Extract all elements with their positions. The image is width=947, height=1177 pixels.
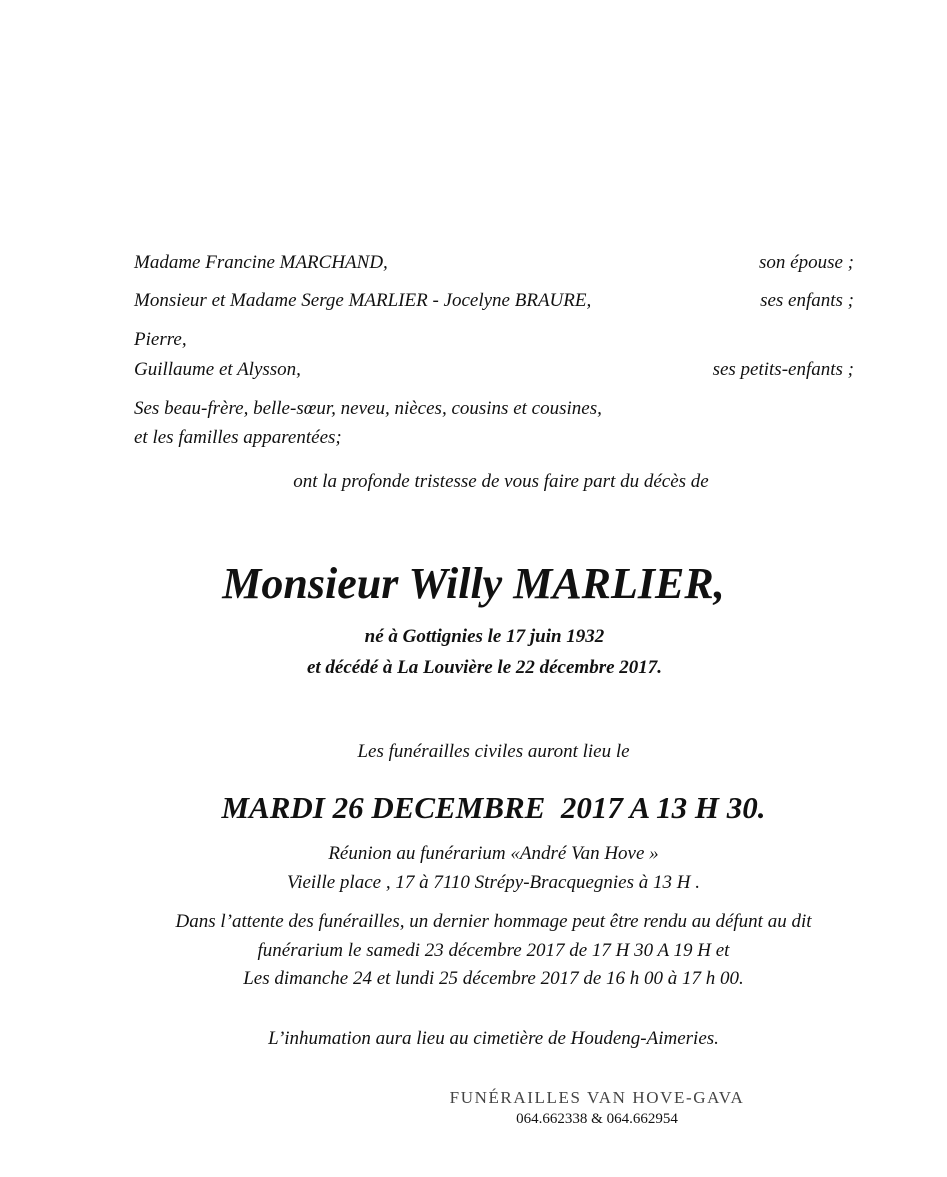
deceased-birth: né à Gottignies le 17 juin 1932: [364, 626, 605, 647]
burial-text: L’inhumation aura lieu au cimetière de Houdeng-Aimeries.: [268, 1028, 719, 1049]
mourner-spouse-relation: son épouse ;: [759, 252, 854, 273]
funeral-meeting-line1: Réunion au funérarium «André Van Hove »: [328, 843, 659, 864]
announcement-text: ont la profonde tristesse de vous faire part du décès de: [293, 471, 709, 492]
deceased-name: Monsieur Willy MARLIER,: [222, 559, 725, 608]
mourner-grandchildren-line2: Guillaume et Alysson,: [134, 359, 301, 380]
mourner-children-name: Monsieur et Madame Serge MARLIER - Jocelyne BRAURE,: [134, 290, 592, 311]
mourner-family-line2: et les familles apparentées;: [134, 427, 342, 448]
mourner-family-line1: Ses beau-frère, belle-sœur, neveu, nièces, cousins et cousines,: [134, 398, 602, 419]
tribute-line1: Dans l’attente des funérailles, un dernier hommage peut être rendu au défunt au dit: [175, 911, 812, 932]
funeral-meeting-line2: Vieille place , 17 à 7110 Strépy-Bracquegnies à 13 H .: [287, 872, 700, 893]
funeral-date: MARDI 26 DECEMBRE 2017 A 13 H 30.: [221, 790, 766, 825]
tribute-line2: funérarium le samedi 23 décembre 2017 de 17 H 30 A 19 H et: [257, 940, 730, 961]
tribute-line3: Les dimanche 24 et lundi 25 décembre 2017 de 16 h 00 à 17 h 00.: [243, 968, 744, 989]
mourner-grandchildren-line1: Pierre,: [134, 329, 187, 350]
funeral-director-name: FUNÉRAILLES VAN HOVE-GAVA: [449, 1088, 745, 1107]
mourner-children-relation: ses enfants ;: [760, 290, 854, 311]
mourner-grandchildren-relation: ses petits-enfants ;: [712, 359, 854, 380]
deceased-death: et décédé à La Louvière le 22 décembre 2017.: [306, 657, 663, 678]
funeral-director-phones: 064.662338 & 064.662954: [516, 1111, 678, 1127]
mourner-spouse-name: Madame Francine MARCHAND,: [134, 252, 388, 273]
funeral-intro: Les funérailles civiles auront lieu le: [357, 741, 630, 762]
